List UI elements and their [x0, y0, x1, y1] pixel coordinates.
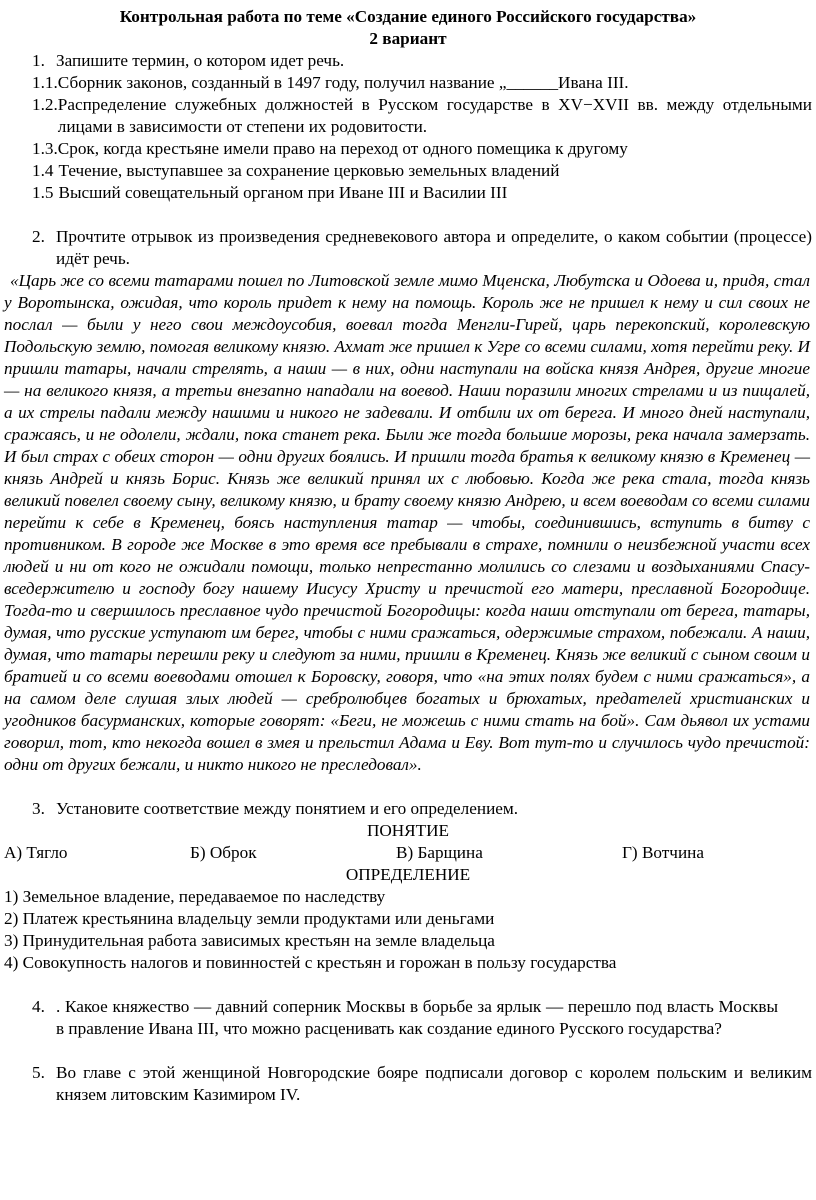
question-4 — [4, 996, 812, 1040]
question-text: Во главе с этой женщиной Новгородские бояре подписали договор с королем польским и великим князем литовским Казимиром IV. — [56, 1063, 812, 1104]
concept-list — [4, 842, 812, 864]
definition-item: 3) Принудительная работа зависимых крестьян на земле владельца — [4, 931, 495, 950]
question-1-5 — [4, 182, 812, 204]
item-number: 1.1. — [32, 73, 58, 92]
question-number: 1. — [32, 51, 45, 70]
question-number: 3. — [32, 799, 45, 818]
question-number: 2. — [32, 227, 45, 246]
concept-item: Г) Вотчина — [622, 843, 704, 862]
question-1-1 — [4, 72, 812, 94]
concept-item: Б) Оброк — [190, 843, 257, 862]
source-passage: «Царь же со всеми татарами пошел по Литовской земле мимо Мценска, Любутска и Одоева и, придя, стал у Воротынска, ожидая, что король придет к нему на помощь. Король же не пришел к нему и сил своих не послал — были у него свои междоусобия, воевал тогда Менгли-Гирей, царь перекопский, королевскую Подольскую землю, помогая великому князю. Ахмат же пришел к Угре со всеми силами, хотя перейти реку. И пришли татары, начали стрелять, а наши — в них, одни наступали на войска князя Андрея, другие многие — на великого князя, а третьи внезапно нападали на воевод. Наши поразили многих стрелами и из пищалей, а их стрелы падали между нашими и никого не задевали. И отбили их от берега. И много дней наступали, сражаясь, и не одолели, ждали, пока станет река. Были же тогда большие морозы, река начала замерзать. И был страх с обеих сторон — одни других боялись. И пришли тогда братья к великому князю в Кременец — князь Андрей и князь Борис. Князь же великий принял их с любовью. Когда же река стала, тогда князь великий повелел своему сыну, великому князю, и брату своему князю Андрею, и всем воеводам со всеми силами перейти к себе в Кременец, боясь наступления татар — чтобы, соединившись, вступить в битву с противником. В городе же Москве в это время все пребывали в страхе, помнили о неизбежной участи всех людей и ни от кого не ожидали помощи, только непрестанно молились со слезами и воздыханиями Спасу-вседержителю и господу богу нашему Иисусу Христу и пречистой его матери, преславной Богородице. Тогда-то и свершилось преславное чудо пречистой Богородицы: когда наши отступали от берега, татары, думая, что русские уступают им берег, чтобы с ними сражаться, одержимые страхом, побежали. А наши, думая, что татары перешли реку и следуют за ними, пришли в Кременец. Князь же великий с сыном своим и братией и со всеми воеводами отошел к Боровску, говоря, что «на этих полях будем с ними сражаться», а на самом деле слушая злых людей — сребролюбцев богатых и брюхатых, предателей христианских и угодников басурманских, которые говорят: «Беги, не можешь с ними стать на бой». Сам дьявол их устами говорил, тот, кто некогда вошел в змея и прельстил Адама и Еву. Вот тут-то и случилось чудо пречистой: одни от других бежали, и никто никого не преследовал». — [4, 271, 810, 774]
question-3 — [4, 798, 812, 820]
definition-item: 4) Совокупность налогов и повинностей с крестьян и горожан в пользу государства — [4, 953, 617, 972]
concept-heading: ПОНЯТИЕ — [366, 821, 450, 840]
question-text: Прочтите отрывок из произведения средневекового автора и определите, о каком событии (процессе) идёт речь. — [56, 227, 812, 268]
question-number: 5. — [32, 1063, 45, 1082]
item-number: 1.2. — [32, 95, 58, 114]
item-number: 1.3. — [32, 139, 58, 158]
document-title: Контрольная работа по теме «Создание единого Российского государства» — [119, 7, 697, 26]
question-5 — [4, 1062, 812, 1106]
question-text: Установите соответствие между понятием и его определением. — [56, 799, 519, 818]
item-text: Течение, выступавшее за сохранение церковью земельных владений — [58, 161, 560, 180]
item-text: Распределение служебных должностей в Русском государстве в XV−XVII вв. между отдельными лицами в зависимости от степени их родовитости. — [57, 95, 812, 136]
item-text: Высший совещательный органом при Иване III и Василии III — [58, 183, 508, 202]
question-number: 4. — [32, 997, 45, 1016]
question-1-3 — [4, 138, 812, 160]
concept-item: В) Барщина — [396, 843, 483, 862]
item-text: Срок, когда крестьяне имели право на переход от одного помещика к другому — [57, 139, 628, 158]
item-text: Сборник законов, созданный в 1497 году, получил название „______Ивана III. — [57, 73, 629, 92]
question-1-4 — [4, 160, 812, 182]
question-text: . Какое княжество — давний соперник Москвы в борьбе за ярлык — перешло под власть Москвы в правление Ивана III, что можно расценивать как создание единого Русского государства? — [56, 997, 778, 1038]
variant-label: 2 вариант — [369, 29, 447, 48]
question-text: Запишите термин, о котором идет речь. — [56, 51, 345, 70]
item-number: 1.5 — [32, 183, 54, 202]
question-1-2 — [4, 94, 812, 138]
definition-list — [4, 886, 812, 974]
question-2 — [4, 226, 812, 270]
question-1 — [4, 50, 812, 72]
definition-item: 1) Земельное владение, передаваемое по наследству — [4, 887, 386, 906]
item-number: 1.4 — [32, 161, 54, 180]
definition-heading: ОПРЕДЕЛЕНИЕ — [345, 865, 471, 884]
definition-item: 2) Платеж крестьянина владельцу земли продуктами или деньгами — [4, 909, 495, 928]
concept-item: А) Тягло — [4, 843, 68, 862]
